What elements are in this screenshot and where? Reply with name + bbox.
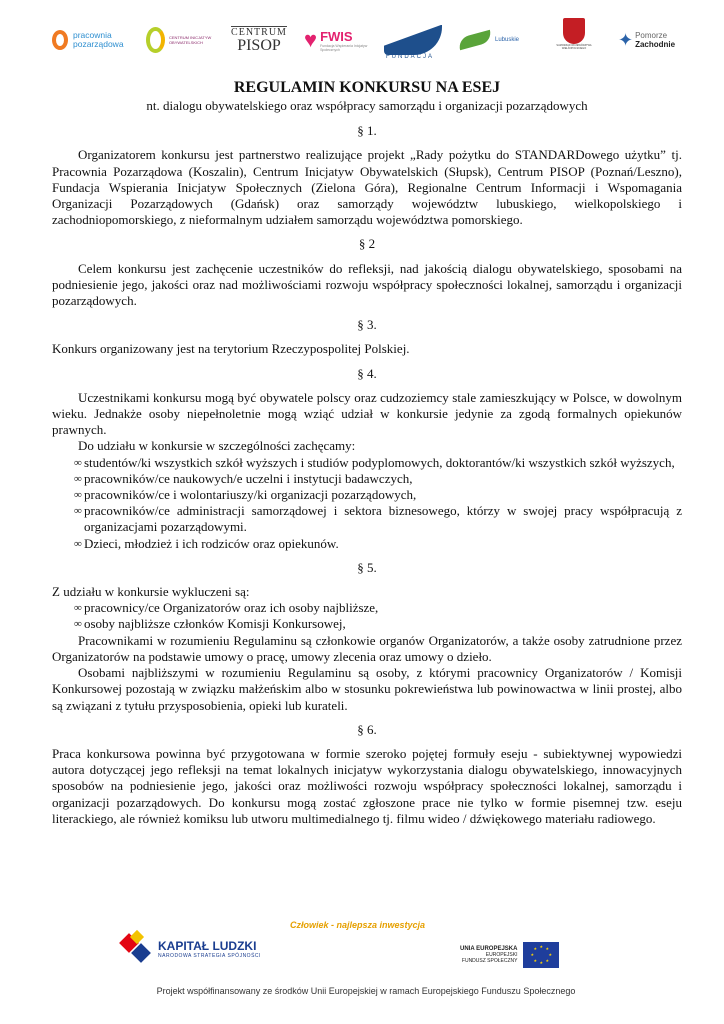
kapital-ludzki-title: KAPITAŁ LUDZKI [158,939,257,953]
list-item [52,487,682,503]
infinity-bullet-icon: ∞ [74,537,82,550]
infinity-bullet-icon: ∞ [74,505,82,518]
document-body [52,78,682,827]
list-item-text: osoby najbliższe członków Komisji Konkursowej, [84,616,346,632]
logo-fwis [304,18,372,62]
infinity-bullet-icon: ∞ [74,472,82,485]
section-heading-2: § 2 [358,236,376,252]
partner-logos-bar [0,0,724,72]
section-heading-1: § 1. [357,123,377,139]
ue-subtitle-1: EUROPEJSKI [485,952,518,958]
section-2-text: Celem konkursu jest zachęcenie uczestników do refleksji, nad jakością dialogu obywatelskiego, sposobami na podniesienie jego, jakości oraz nad możliwościami rozwoju współpracy społeczności lokalnej, samorządu i organizacji pozarządowych. [52,260,682,309]
ue-subtitle-2: FUNDUSZ SPOŁECZNY [461,958,518,964]
list-item-text: pracowników/ce naukowych/e uczelni i instytucji badawczych, [84,470,413,486]
logo-kapital-ludzki [122,932,261,966]
list-item [52,616,682,632]
leaf-icon [457,30,493,50]
logo-centrum-pisop [228,18,290,62]
section-5-intro: Z udziału w konkursie wykluczeni są: [52,584,250,600]
ue-title: UNIA EUROPEJSKA [460,946,518,952]
pomorze-logo-text-1: Pomorze [635,31,668,40]
section-4-intro: Do udziału w konkursie w szczególności zachęcamy: [78,438,356,454]
infinity-bullet-icon: ∞ [74,489,82,502]
pisop-logo-top: CENTRUM [231,27,287,38]
logo-rc-fundacja [384,18,444,62]
cofinancing-statement: Projekt współfinansowany ze środków Unii Europejskiej w ramach Europejskiego Funduszu Społecznego [156,986,576,996]
list-item [52,503,682,535]
kapital-ludzki-emblem-icon [122,932,152,966]
list-item-text: pracownicy/ce Organizatorów oraz ich osoby najbliższe, [84,600,379,616]
pomorze-sail-icon: ✦ [618,29,634,50]
section-5-text-2: Osobami najbliższymi w rozumieniu Regulaminu są osoby, z którymi pracownicy Organizatorów / Komisji Konkursowej pozostają w związku małżeńskim albo w stosunku pokrewieństwa lub powinowactwa w linii prostej, albo są związani z tytułu przysposobienia, opieki lub kurateli. [52,665,682,713]
cio-logo-text: CENTRUM INICJATYW OBYWATELSKICH [168,35,212,45]
eu-flag-icon: ★ ★ ★ ★ ★ ★ ★ ★ [523,942,559,968]
section-heading-5: § 5. [357,559,377,575]
logo-centrum-inicjatyw-obywatelskich [146,18,216,62]
list-item-text: pracowników/ce administracji samorządowej i sektora biznesowego, którzy w swojej pracy współpracują z organizacjami pozarządowymi. [84,503,682,535]
section-4-text: Uczestnikami konkursu mogą być obywatele polscy oraz cudzoziemcy stale zamieszkujący w Polsce, w dowolnym wieku. Jednakże osoby niepełnoletnie mogą wziąć udział w konkursie jedynie za zgodą formalnych opiekunów prawnych. [52,389,682,438]
fwis-logo-text: FWIS [320,28,353,44]
logo-wielkopolska [548,18,600,62]
list-item-text: pracowników/ce i wolontariuszy/ki organizacji pozarządowych, [84,487,417,503]
infinity-bullet-icon: ∞ [74,456,82,469]
pomorze-logo-text-2: Zachodnie [635,40,676,49]
footer-slogan: Człowiek - najlepsza inwestycja [290,920,426,930]
document-title: REGULAMIN KONKURSU NA ESEJ [233,79,501,96]
fwis-heart-icon: ♥ [304,27,318,52]
list-item-text: Dzieci, młodzież i ich rodziców oraz opiekunów. [84,535,339,551]
wielkopolska-logo-text: SAMORZĄD WOJEWÓDZTWA WIELKOPOLSKIEGO [556,44,592,50]
eu-funding-footer [110,914,622,1010]
pracownia-ring-icon [52,30,68,50]
pracownia-logo-text: pracownia pozarządowa [72,30,124,49]
rc-logo-text: FUNDACJA [386,54,435,60]
infinity-bullet-icon: ∞ [74,618,82,631]
section-5-text-1: Pracownikami w rozumieniu Regulaminu są członkowie organów Organizatorów, a także osoby zatrudnione przez Organizatorów na podstawie umowy o pracę, umowy zlecenia oraz umowy o dzieło. [52,632,682,664]
document-subtitle: nt. dialogu obywatelskiego oraz współpracy samorządu i organizacji pozarządowych [146,98,588,113]
section-6-text: Praca konkursowa powinna być przygotowana w formie szeroko pojętej formuły eseju - subiektywnej wypowiedzi autora dotyczącej jego refleksji na temat lokalnych inicjatyw wykorzystania dialogu obywatelskiego, innowacyjnych sposobów na podniesienie jego, jakości oraz możliwości rozwoju współpracy społeczności lokalnej, samorządu i organizacji pozarządowych. Do konkursu mogą zostać zgłoszone prace nie tylko w formie pisemnej tzw. eseju literackiego, ale również komiksu lub utworu multimedialnego tj. filmu wideo / dźwiękowego materiału radiowego. [52,745,682,826]
logo-pracownia-pozarzadowa [52,18,134,62]
coat-of-arms-icon [563,18,585,44]
excluded-participants-list [52,600,682,632]
wave-icon [384,25,442,55]
list-item [52,600,682,616]
list-item [52,536,682,552]
section-heading-4: § 4. [357,365,377,381]
fwis-logo-subtext: Fundacja Wspierania Inicjatyw Społecznych [320,43,368,52]
infinity-bullet-icon: ∞ [74,602,82,615]
section-1-text: Organizatorem konkursu jest partnerstwo realizujące projekt „Rady pożytku do STANDARDowego użytku” tj. Pracownia Pozarządowa (Koszalin), Centrum Inicjatyw Obywatelskich (Słupsk), Centrum PISOP (Poznań/Leszno), Fundacja Wspierania Inicjatyw Społecznych (Zielona Góra), Regionalne Centrum Informacji i Wspomagania Organizacji Pozarządowych (Gdańsk) oraz samorządy województw lubuskiego, wielkopolskiego i zachodniopomorskiego, z nieformalnym udziałem samorządu województwa pomorskiego. [52,147,682,228]
section-3-text: Konkurs organizowany jest na terytorium Rzeczypospolitej Polskiej. [52,341,410,357]
section-heading-6: § 6. [357,721,377,737]
list-item [52,455,682,471]
logo-lubuskie [458,18,530,62]
logo-pomorze-zachodnie [618,18,680,62]
cio-circle-icon [146,27,165,53]
pisop-logo-main: PISOP [237,37,281,54]
list-item [52,471,682,487]
logo-unia-europejska [460,942,559,968]
kapital-ludzki-subtitle: NARODOWA STRATEGIA SPÓJNOŚCI [158,953,261,959]
section-heading-3: § 3. [357,317,377,333]
eligible-participants-list [52,455,682,552]
list-item-text: studentów/ki wszystkich szkół wyższych i studiów podyplomowych, doktorantów/ki wszystkich szkół wyższych, [84,454,675,470]
lubuskie-logo-text: Lubuskie [495,37,520,43]
